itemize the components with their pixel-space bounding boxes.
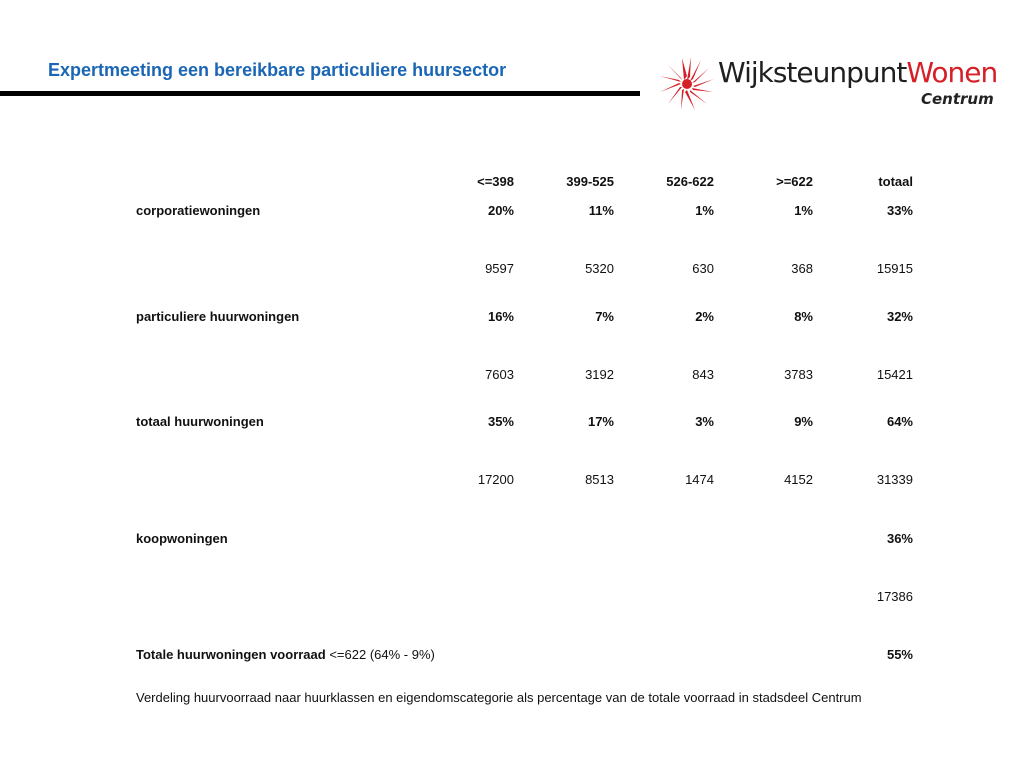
count-cell: 31339 [876,472,913,487]
column-header: >=622 [776,174,813,189]
summary-value: 55% [886,647,913,662]
count-cell: 368 [791,261,813,276]
pct-cell: 64% [886,414,913,429]
column-header: 526-622 [666,174,714,189]
row-label: koopwoningen [136,531,228,546]
logo-subtitle: Centrum [921,90,994,108]
logo-name-part2: Wonen [906,56,998,89]
pct-cell: 3% [695,414,714,429]
count-cell: 843 [692,367,714,382]
pct-cell: 17% [587,414,614,429]
count-cell: 17386 [876,589,913,604]
pct-cell: 7% [595,309,614,324]
page-title: Expertmeeting een bereikbare particuliere huursector [48,60,507,80]
pct-cell: 8% [794,309,813,324]
pct-cell: 11% [588,203,614,218]
logo-name-part1: Wijksteunpunt [718,56,907,89]
count-cell: 8513 [585,472,614,487]
count-cell: 17200 [477,472,514,487]
pct-cell: 32% [886,309,913,324]
row-label: particuliere huurwoningen [136,309,300,324]
summary-label [136,647,435,662]
pct-cell: 20% [487,203,514,218]
count-cell: 15421 [876,367,913,382]
row-label: corporatiewoningen [136,203,261,218]
summary-label-rest: <=622 (64% - 9%) [329,647,435,662]
count-cell: 3192 [585,367,614,382]
pct-cell: 35% [487,414,514,429]
count-cell: 9597 [485,261,514,276]
pct-cell: 9% [794,414,813,429]
count-cell: 15915 [876,261,913,276]
column-header: totaal [878,174,913,189]
pct-cell: 16% [487,309,514,324]
count-cell: 630 [692,261,714,276]
summary-label-bold: Totale huurwoningen voorraad [136,647,326,662]
pct-cell: 1% [794,203,813,218]
pct-cell: 1% [695,203,714,218]
column-header: <=398 [477,174,514,189]
count-cell: 3783 [784,367,813,382]
table-caption: Verdeling huurvoorraad naar huurklassen en eigendomscategorie als percentage van de totale voorraad in stadsdeel Centrum [136,690,862,705]
count-cell: 4152 [784,472,813,487]
pct-cell: 2% [695,309,714,324]
count-cell: 7603 [485,367,514,382]
column-header: 399-525 [566,174,614,189]
pct-cell: 36% [886,531,913,546]
count-cell: 5320 [585,261,614,276]
row-label: totaal huurwoningen [136,414,264,429]
pct-cell: 33% [886,203,913,218]
count-cell: 1474 [685,472,714,487]
